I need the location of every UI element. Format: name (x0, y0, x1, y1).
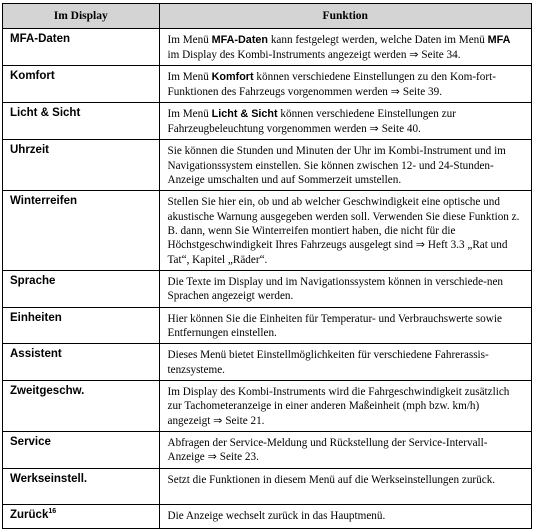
row-term-label: MFA-Daten (10, 33, 71, 45)
row-term (3, 140, 159, 191)
description-text: Im Menü (167, 71, 212, 84)
table-header-row (3, 4, 531, 29)
function-table-frame (2, 3, 532, 529)
table-row (3, 66, 531, 103)
row-term-label: Einheiten (10, 311, 62, 324)
row-term (3, 191, 159, 271)
table-row (3, 381, 531, 432)
description-text: Stellen Sie hier ein, ob und ab welcher Geschwindigkeit eine optische und akustische Warnung ausgegeben werden soll. Verwenden Sie diese Funktion z. B. dann, wenn Sie Winterreifen montiert haben, die nicht für die Höchstgeschwindigkeit Ihres Fahrzeugs ausgelegt sind ⇒ Heft 3.3 „Rat und Tat“, Kapitel „Räder“. (167, 196, 520, 266)
row-term-label: Zurück (10, 508, 49, 521)
row-term (3, 103, 159, 140)
row-term (3, 432, 159, 469)
function-table (3, 4, 531, 529)
row-description (159, 103, 531, 140)
row-term (3, 307, 159, 344)
row-term-label: Sprache (10, 275, 56, 288)
table-row (3, 307, 531, 344)
menu-keyword: Komfort (211, 71, 254, 84)
description-text: Setzt die Funktionen in diesem Menü auf die Werkseinstellungen zurück. (167, 473, 496, 486)
description-text: Im Menü (167, 34, 212, 46)
row-term (3, 381, 159, 432)
table-row (3, 140, 531, 191)
row-description (159, 140, 531, 191)
table-row (3, 504, 531, 529)
menu-keyword: MFA (487, 34, 511, 46)
description-text: Die Texte im Display und im Navigationssystem können in verschiede-nen Sprachen angezeigt werden. (167, 276, 503, 303)
row-description (159, 381, 531, 432)
header-display: Im Display (3, 4, 159, 29)
row-term (3, 66, 159, 103)
description-text: Sie können die Stunden und Minuten der Uhr im Kombi-Instrument und im Navigationssystem einstellen. Sie können zwischen 12- und 24-Stunden-Anzeige umschalten und auf Sommerzeit umstellen. (167, 145, 506, 187)
description-text: Im Menü (167, 108, 212, 121)
description-text: können verschiedene Einstellungen zu den Kom-fort-Funktionen des Fahrzeugs vorgenommen werden ⇒ Seite 39. (167, 71, 496, 98)
row-description (159, 432, 531, 469)
row-description (159, 191, 531, 271)
row-term (3, 344, 159, 381)
row-term (3, 468, 159, 504)
description-text: Abfragen der Service-Meldung und Rückstellung der Service-Intervall-Anzeige ⇒ Seite 23. (167, 437, 488, 464)
row-description (159, 504, 531, 529)
header-function: Funktion (159, 4, 531, 29)
row-description (159, 271, 531, 308)
row-term (3, 504, 159, 529)
footnote-marker: 16 (48, 507, 57, 515)
row-description (159, 66, 531, 103)
row-term-label: Assistent (10, 348, 62, 361)
row-term-label: Werkseinstell. (10, 472, 88, 485)
row-term-label: Licht & Sicht (10, 107, 81, 120)
description-text: Im Display des Kombi-Instruments wird die Fahrgeschwindigkeit zusätzlich zur Tachometeranzeige in einer anderen Maßeinheit (mph bzw. km/h) angezeigt ⇒ Seite 21. (167, 386, 510, 427)
description-text: kann festgelegt werden, welche Daten im Menü (268, 34, 488, 46)
table-row (3, 29, 531, 66)
table-row (3, 344, 531, 381)
table-row (3, 191, 531, 271)
row-term-label: Komfort (10, 70, 55, 83)
row-term-label: Zweitgeschw. (10, 385, 85, 398)
description-text: Hier können Sie die Einheiten für Temperatur- und Verbrauchswerte sowie Entfernungen einstellen. (167, 312, 502, 340)
menu-keyword: Licht & Sicht (211, 108, 278, 121)
row-description (159, 468, 531, 504)
row-term (3, 271, 159, 308)
row-term-label: Winterreifen (10, 195, 77, 208)
menu-keyword: MFA-Daten (211, 34, 269, 46)
table-row (3, 103, 531, 140)
row-term-label: Uhrzeit (10, 144, 49, 157)
description-text: im Display des Kombi-Instruments angezeigt werden ⇒ Seite 34. (167, 48, 461, 61)
table-row (3, 432, 531, 469)
description-text: Dieses Menü bietet Einstellmöglichkeiten für verschiedene Fahrerassis-tenzsysteme. (167, 349, 489, 376)
row-description (159, 344, 531, 381)
row-description (159, 307, 531, 344)
table-row (3, 468, 531, 504)
row-description (159, 29, 531, 66)
row-term-label: Service (10, 436, 51, 448)
table-row (3, 271, 531, 308)
description-text: Die Anzeige wechselt zurück in das Hauptmenü. (167, 509, 386, 522)
description-text: können verschiedene Einstellungen zur Fahrzeugbeleuchtung vorgenommen werden ⇒ Seite 40. (167, 108, 456, 136)
row-term (3, 29, 159, 66)
